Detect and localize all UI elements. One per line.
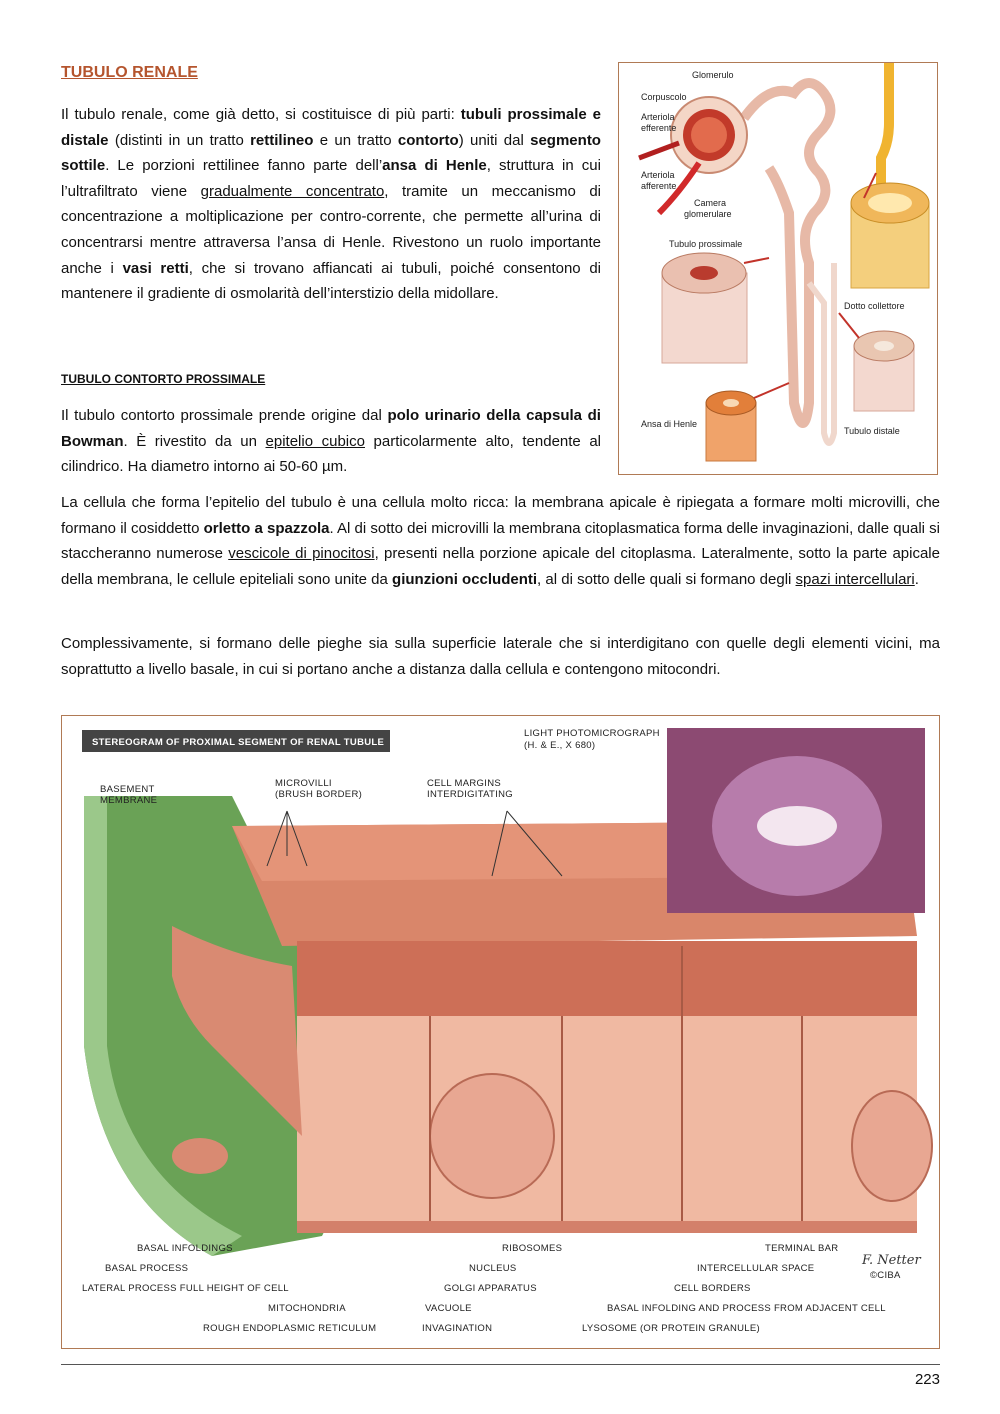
label-basal-infoldings: BASAL INFOLDINGS [137, 1243, 233, 1254]
page-number: 223 [914, 1371, 940, 1388]
label-invagination: INVAGINATION [422, 1323, 493, 1334]
label-ansa-di-henle: Ansa di Henle [641, 419, 698, 429]
label-dotto-collettore: Dotto collettore [844, 301, 905, 311]
label-camera-2: glomerulare [684, 209, 732, 219]
label-basal-adjacent: BASAL INFOLDING AND PROCESS FROM ADJACENT CELL [607, 1303, 886, 1314]
label-intercellular-space: INTERCELLULAR SPACE [697, 1263, 815, 1274]
label-lateral-process: LATERAL PROCESS FULL HEIGHT OF CELL [82, 1283, 289, 1294]
label-glomerulo: Glomerulo [692, 70, 734, 80]
label-copyright: ©CIBA [870, 1270, 901, 1281]
label-photo-1: LIGHT PHOTOMICROGRAPH [524, 728, 660, 739]
stereogram-illustration [82, 728, 932, 1256]
label-basement-1: BASEMENT [100, 784, 155, 795]
paragraph-pieghe: Complessivamente, si formano delle pieghe sia sulla superficie laterale che si interdigitano con quelle degli elementi vicini, ma soprattutto a livello basale, in cui si portano anche a distanza dalla cellula e contengono mitocondri. [61, 635, 940, 678]
label-cell-borders: CELL BORDERS [674, 1283, 751, 1294]
label-tubulo-distale: Tubulo distale [844, 426, 900, 436]
label-basement-2: MEMBRANE [100, 795, 158, 806]
label-basal-process: BASAL PROCESS [105, 1263, 189, 1274]
label-lysosome: LYSOSOME (OR PROTEIN GRANULE) [582, 1323, 760, 1334]
subsection-title: TUBULO CONTORTO PROSSIMALE [61, 372, 266, 386]
label-terminal-bar: TERMINAL BAR [765, 1243, 839, 1254]
label-cellmargins-2: INTERDIGITATING [427, 789, 513, 800]
label-tubulo-prossimale: Tubulo prossimale [669, 239, 743, 249]
label-mitochondria: MITOCHONDRIA [268, 1303, 346, 1314]
stereogram-title: STEREOGRAM OF PROXIMAL SEGMENT OF RENAL TUBULE [92, 737, 385, 748]
label-nucleus: NUCLEUS [469, 1263, 517, 1274]
artist-signature: F. Netter [862, 1253, 921, 1268]
label-microvilli-2: (BRUSH BORDER) [275, 789, 363, 800]
label-arteriola-efferente-2: efferente [641, 123, 677, 133]
label-arteriola-efferente-1: Arteriola [641, 112, 675, 122]
label-golgi: GOLGI APPARATUS [444, 1283, 537, 1294]
label-vacuole: VACUOLE [425, 1303, 472, 1314]
label-rough-er: ROUGH ENDOPLASMIC RETICULUM [203, 1323, 377, 1334]
label-cellmargins-1: CELL MARGINS [427, 778, 501, 789]
paragraph-tubulo-renale: Il tubulo renale, come già detto, si costituisce di più parti: tubuli prossimale e distale (distinti in un tratto rettilineo e un tratto contorto) uniti dal segmento sottile. Le porzioni rettilinee fanno parte dell’ansa di Henle, struttura in cui l’ultrafiltrato viene gradualmente concentrato, tramite un meccanismo di concentrazione a moltiplicazione per contro-corrente, che permette all’urina di concentrarsi mentre attraversa l’ansa di Henle. Rivestono un ruolo importante anche i vasi retti, che si trovano affiancati ai tubuli, poiché consentono di mantenere il gradiente di osmolarità dell’interstizio della midollare. [61, 106, 602, 303]
label-photo-2: (H. & E., X 680) [524, 740, 596, 751]
nephron-illustration [639, 63, 929, 461]
label-camera-1: Camera [694, 198, 727, 208]
nephron-figure [618, 62, 938, 475]
label-arteriola-afferente-2: afferente [641, 181, 677, 191]
label-corpuscolo: Corpuscolo [641, 92, 687, 102]
section-title: TUBULO RENALE [61, 64, 198, 81]
label-arteriola-afferente-1: Arteriola [641, 170, 675, 180]
footer-rule [61, 1364, 940, 1365]
stereogram-figure [61, 715, 940, 1349]
paragraph-cellula-epiteliale: La cellula che forma l’epitelio del tubulo è una cellula molto ricca: la membrana apicale è ripiegata a formare molti microvilli, che formano il cosiddetto orletto a spazzola. Al di sotto dei microvilli la membrana citoplasmatica forma delle invaginazioni, dalle quali si staccheranno numerose vescicole di pinocitosi, presenti nella porzione apicale del citoplasma. Lateralmente, sotto la parte apicale della membrana, le cellule epiteliali sono unite da giunzioni occludenti, al di sotto delle quali si formano degli spazi intercellulari. [61, 494, 940, 588]
paragraph-tubulo-prossimale: Il tubulo contorto prossimale prende origine dal polo urinario della capsula di Bowman. È rivestito da un epitelio cubico particolarmente alto, tendente al cilindrico. Ha diametro intorno ai 50-60 µm. [61, 407, 602, 476]
label-microvilli-1: MICROVILLI [275, 778, 332, 789]
label-ribosomes: RIBOSOMES [502, 1243, 563, 1254]
